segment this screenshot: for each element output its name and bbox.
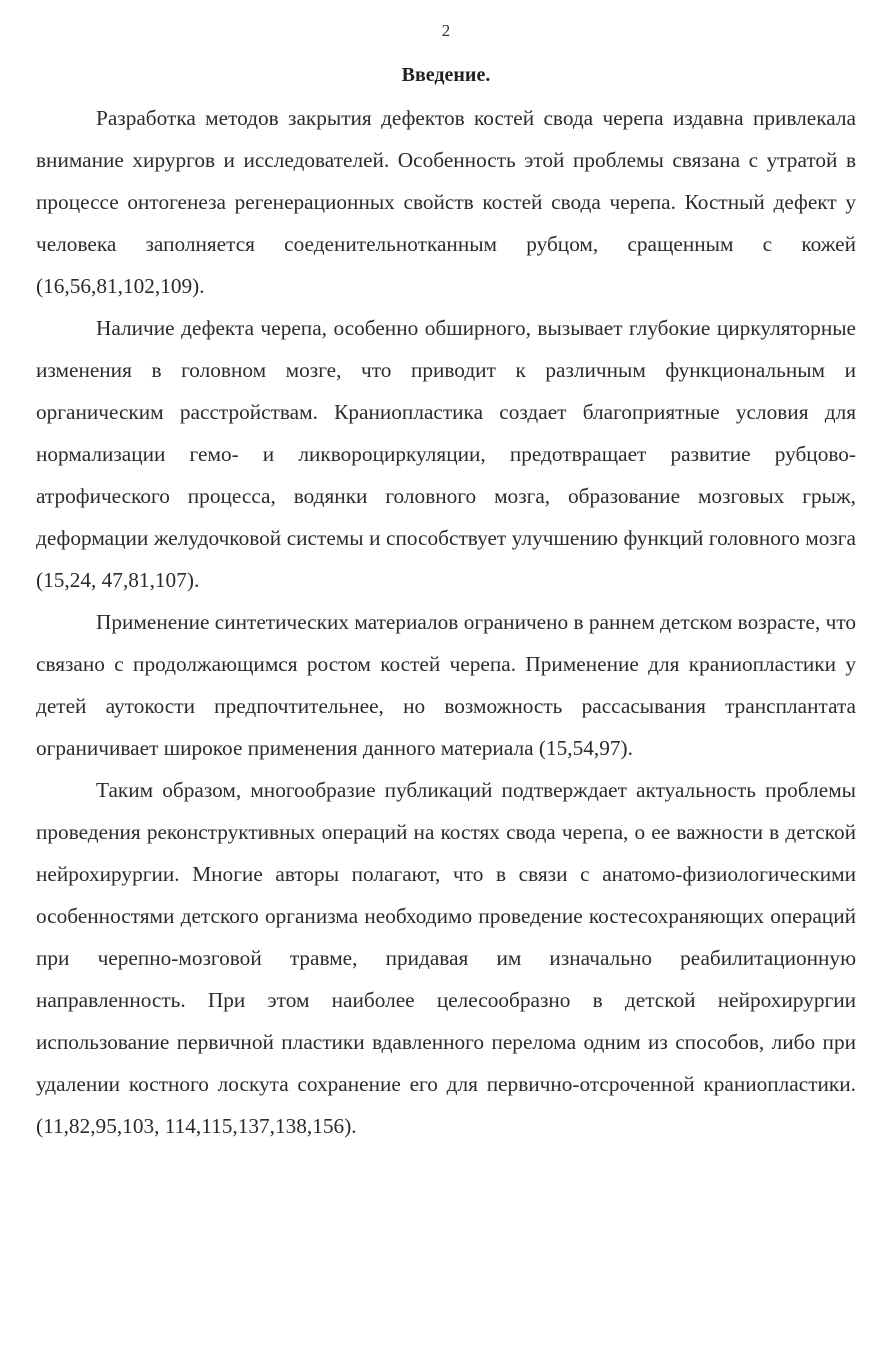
page-number: 2: [441, 21, 451, 40]
paragraph-defect-effects: Наличие дефекта черепа, особенно обширного, вызывает глубокие циркуляторные изменения в головном мозге, что приводит к различным функциональным и органическим расстройствам. Краниопластика создает благоприятные условия для нормализации гемо- и ликвороциркуляции, предотвращает развитие рубцово-атрофического процесса, водянки головного мозга, образование мозговых грыж, деформации желудочковой системы и способствует улучшению функций головного мозга (15,24, 47,81,107).: [36, 316, 856, 592]
body-text: [36, 97, 856, 1147]
section-title: Введение.: [401, 64, 491, 86]
paragraph-intro: Разработка методов закрытия дефектов костей свода черепа издавна привлекала внимание хирургов и исследователей. Особенность этой проблемы связана с утратой в процессе онтогенеза регенерационных свойств костей свода черепа. Костный дефект у человека заполняется соеденительнотканным рубцом, сращенным с кожей (16,56,81,102,109).: [36, 106, 856, 298]
paragraph-conclusion: Таким образом, многообразие публикаций подтверждает актуальность проблемы проведения реконструктивных операций на костях свода черепа, о ее важности в детской нейрохирургии. Многие авторы полагают, что в связи с анатомо-физиологическими особенностями детского организма необходимо проведение костесохраняющих операций при черепно-мозговой травме, придавая им изначально реабилитационную направленность. При этом наиболее целесообразно в детской нейрохирургии использование первичной пластики вдавленного перелома одним из способов, либо при удалении костного лоскута сохранение его для первично-отсроченной краниопластики. (11,82,95,103, 114,115,137,138,156).: [36, 778, 856, 1138]
paragraph-synthetic-materials: Применение синтетических материалов ограничено в раннем детском возрасте, что связано с продолжающимся ростом костей черепа. Применение для краниопластики у детей аутокости предпочтительнее, но возможность рассасывания трансплантата ограничивает широкое применения данного материала (15,54,97).: [36, 610, 856, 760]
